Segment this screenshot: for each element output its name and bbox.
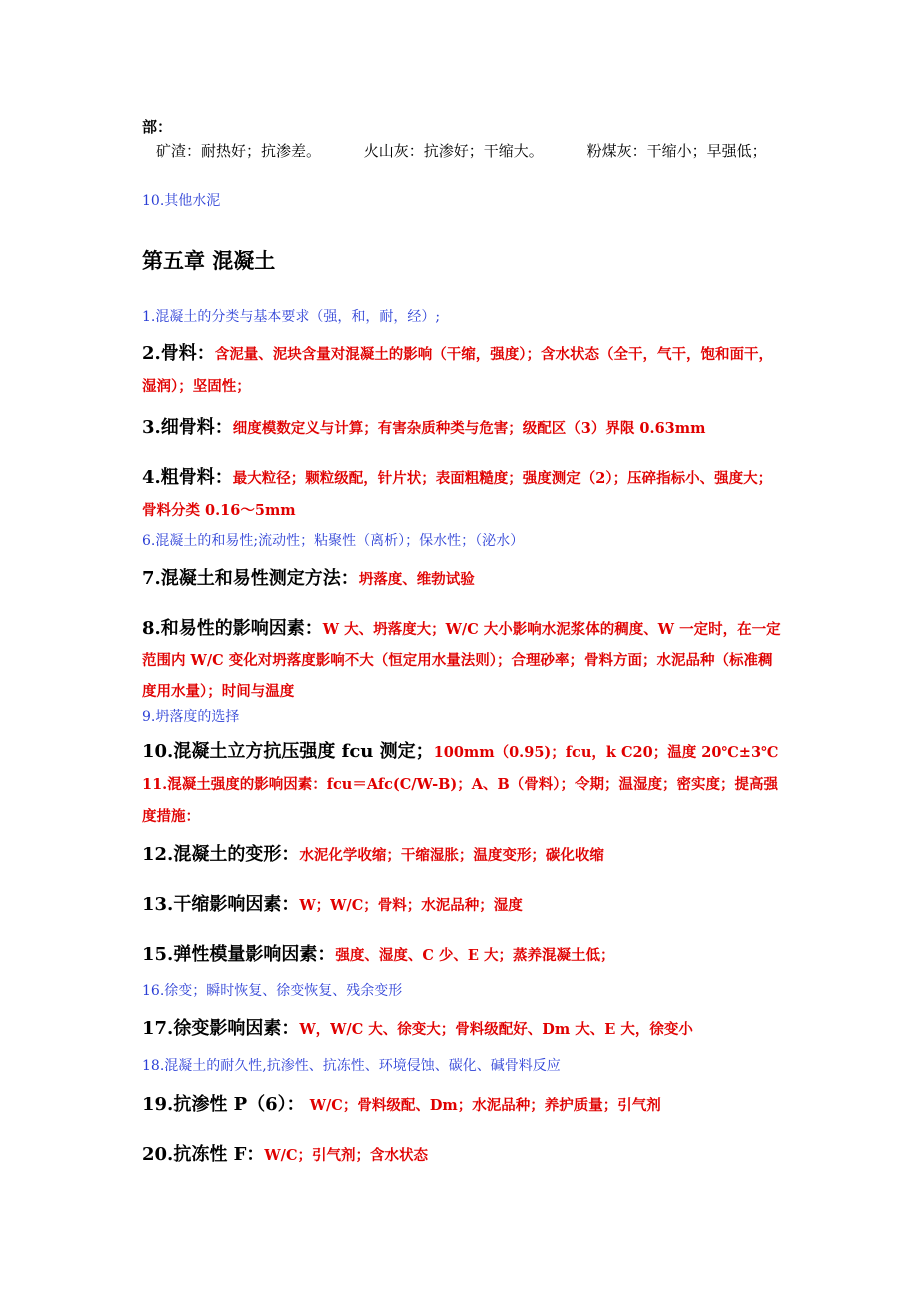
item-17-heading: 17.徐变影响因素： [142, 1018, 300, 1039]
item-10-other-cement: 10.其他水泥 [142, 193, 221, 209]
item-9: 9.坍落度的选择 [142, 709, 240, 725]
item-20-body: W/C；引气剂；含水状态 [264, 1147, 428, 1164]
item-17 [142, 1014, 693, 1040]
item-3-heading: 3.细骨料： [142, 417, 233, 438]
item-12 [142, 840, 604, 866]
item-3-body: 细度模数定义与计算；有害杂质种类与危害；级配区（3）界限 0.63mm [232, 420, 706, 437]
item-7-body: 坍落度、维勃试验 [358, 571, 475, 588]
item-2 [142, 338, 782, 402]
item-19 [142, 1090, 661, 1116]
item-7-heading: 7.混凝土和易性测定方法： [142, 568, 359, 589]
item-12-heading: 12.混凝土的变形： [142, 844, 300, 865]
item-15-heading: 15.弹性模量影响因素： [142, 944, 336, 965]
chapter-title: 第五章 混凝土 [142, 249, 276, 273]
item-10-heading: 10.混凝土立方抗压强度 fcu 测定； [142, 741, 434, 762]
section-label: 部： [142, 118, 173, 136]
item-7 [142, 564, 475, 590]
item-19-body: W/C；骨料级配、Dm；水泥品种；养护质量；引气剂 [304, 1097, 661, 1114]
item-2-body: 含泥量、泥块含量对混凝土的影响（干缩，强度）；含水状态（全干，气干，饱和面干，湿润）；坚固性； [142, 346, 774, 395]
cement-comparison-line [156, 140, 767, 161]
item-12-body: 水泥化学收缩；干缩湿胀；温度变形；碳化收缩 [299, 847, 604, 864]
item-4-body: 最大粒径；颗粒级配，针片状；表面粗糙度；强度测定（2）；压碎指标小、强度大；骨料分类 0.16～5mm [142, 470, 773, 519]
item-4-heading: 4.粗骨料： [142, 467, 233, 488]
slag-cement-note: 矿渣：耐热好；抗渗差。 [156, 142, 322, 160]
item-20 [142, 1140, 428, 1166]
item-16: 16.徐变；瞬时恢复、徐变恢复、残余变形 [142, 983, 403, 999]
item-19-heading: 19.抗渗性 P（6）： [142, 1094, 305, 1115]
item-3 [142, 413, 705, 439]
item-15-body: 强度、湿度、C 少、E 大；蒸养混凝土低； [335, 947, 615, 964]
item-8-body: W 大、坍落度大；W/C 大小影响水泥浆体的稠度、W 一定时，在一定范围内 W/C 变化对坍落度影响不大（恒定用水量法则）；合理砂率；骨料方面；水泥品种（标准稠度用水量）；时间与温度 [142, 621, 781, 700]
item-6: 6.混凝土的和易性;流动性；粘聚性（离析）；保水性；（泌水） [142, 533, 525, 549]
item-2-heading: 2.骨料： [142, 343, 215, 364]
flyash-cement-note: 粉煤灰：干缩小；早强低； [586, 142, 767, 160]
item-8-heading: 8.和易性的影响因素： [142, 618, 323, 639]
item-4 [142, 462, 782, 526]
item-20-heading: 20.抗冻性 F： [142, 1144, 265, 1165]
item-13 [142, 890, 523, 916]
item-13-heading: 13.干缩影响因素： [142, 894, 300, 915]
item-13-body: W；W/C；骨料；水泥品种；湿度 [299, 897, 523, 914]
item-18: 18.混凝土的耐久性,抗渗性、抗冻性、环境侵蚀、碳化、碱骨料反应 [142, 1058, 561, 1074]
item-1: 1.混凝土的分类与基本要求（强，和，耐，经）; [142, 309, 441, 325]
item-17-body: W，W/C 大、徐变大；骨料级配好、Dm 大、E 大，徐变小 [299, 1021, 693, 1038]
item-15 [142, 940, 615, 966]
item-10-11 [142, 736, 782, 832]
pozzolan-cement-note: 火山灰：抗渗好；干缩大。 [363, 142, 544, 160]
item-10-body: 100mm（0.95)；fcu，k C20；温度 20℃±3℃ 11.混凝土强度的影响因素：fcu＝Afc(C/W-B)；A、B（骨料）；令期；温湿度；密实度；提高强度措施： [142, 744, 779, 825]
item-8 [142, 614, 782, 707]
